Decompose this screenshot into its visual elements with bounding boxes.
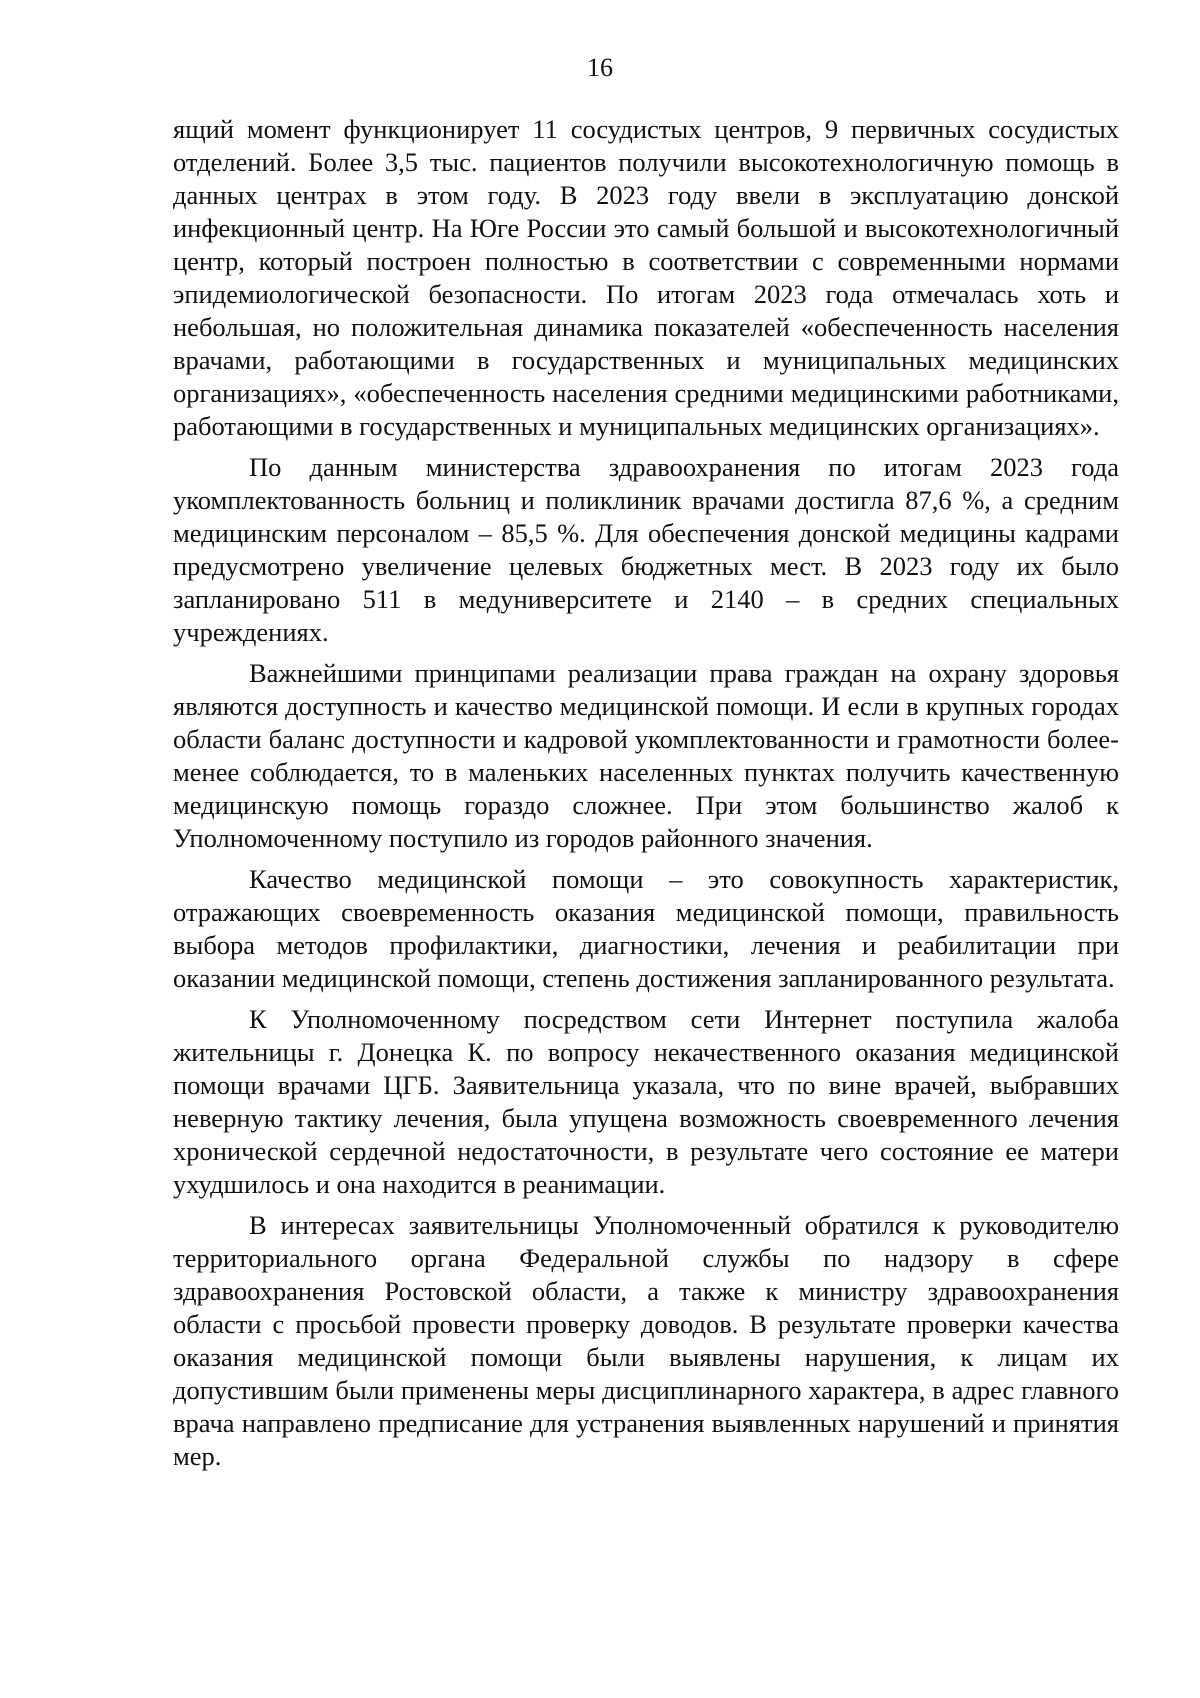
paragraph-3: Важнейшими принципами реализации права граждан на охрану здоровья являются доступность и качество медицинской помощи. И если в крупных городах области баланс доступности и кадровой укомплектованности и грамотности более-менее соблюдается, то в маленьких населенных пунктах получить качественную медицинскую помощь гораздо сложнее. При этом большинство жалоб к Уполномоченному поступило из городов районного значения. <box>173 658 1119 853</box>
paragraph-5: К Уполномоченному посредством сети Интернет поступила жалоба жительницы г. Донецка К. по вопросу некачественного оказания медицинской помощи врачами ЦГБ. Заявительница указала, что по вине врачей, выбравших неверную тактику лечения, была упущена возможность своевременного лечения хронической сердечной недостаточности, в результате чего состояние ее матери ухудшилось и она находится в реанимации. <box>173 1004 1119 1199</box>
page-number: 16 <box>587 53 613 82</box>
paragraph-4: Качество медицинской помощи – это совокупность характеристик, отражающих своевременность оказания медицинской помощи, правильность выбора методов профилактики, диагностики, лечения и реабилитации при оказании медицинской помощи, степень достижения запланированного результата. <box>173 864 1119 993</box>
paragraph-6: В интересах заявительницы Уполномоченный обратился к руководителю территориального органа Федеральной службы по надзору в сфере здравоохранения Ростовской области, а также к министру здравоохранения области с просьбой провести проверку доводов. В результате проверки качества оказания медицинской помощи были выявлены нарушения, к лицам их допустившим были применены меры дисциплинарного характера, в адрес главного врача направлено предписание для устранения выявленных нарушений и принятия мер. <box>173 1210 1119 1471</box>
paragraph-2: По данным министерства здравоохранения по итогам 2023 года укомплектованность больниц и поликлиник врачами достигла 87,6 %, а средним медицинским персоналом – 85,5 %. Для обеспечения донской медицины кадрами предусмотрено увеличение целевых бюджетных мест. В 2023 году их было запланировано 511 в медуниверситете и 2140 – в средних специальных учреждениях. <box>173 452 1119 647</box>
paragraph-1: ящий момент функционирует 11 сосудистых центров, 9 первичных сосудистых отделений. Более 3,5 тыс. пациентов получили высокотехнологичную помощь в данных центрах в этом году. В 2023 году ввели в эксплуатацию донской инфекционный центр. На Юге России это самый большой и высокотехнологичный центр, который построен полностью в соответствии с современными нормами эпидемиологической безопасности. По итогам 2023 года отмечалась хоть и небольшая, но положительная динамика показателей «обеспеченность населения врачами, работающими в государственных и муниципальных медицинских организациях», «обеспеченность населения средними медицинскими работниками, работающими в государственных и муниципальных медицинских организациях». <box>173 114 1119 441</box>
body-text <box>173 113 1119 1481</box>
